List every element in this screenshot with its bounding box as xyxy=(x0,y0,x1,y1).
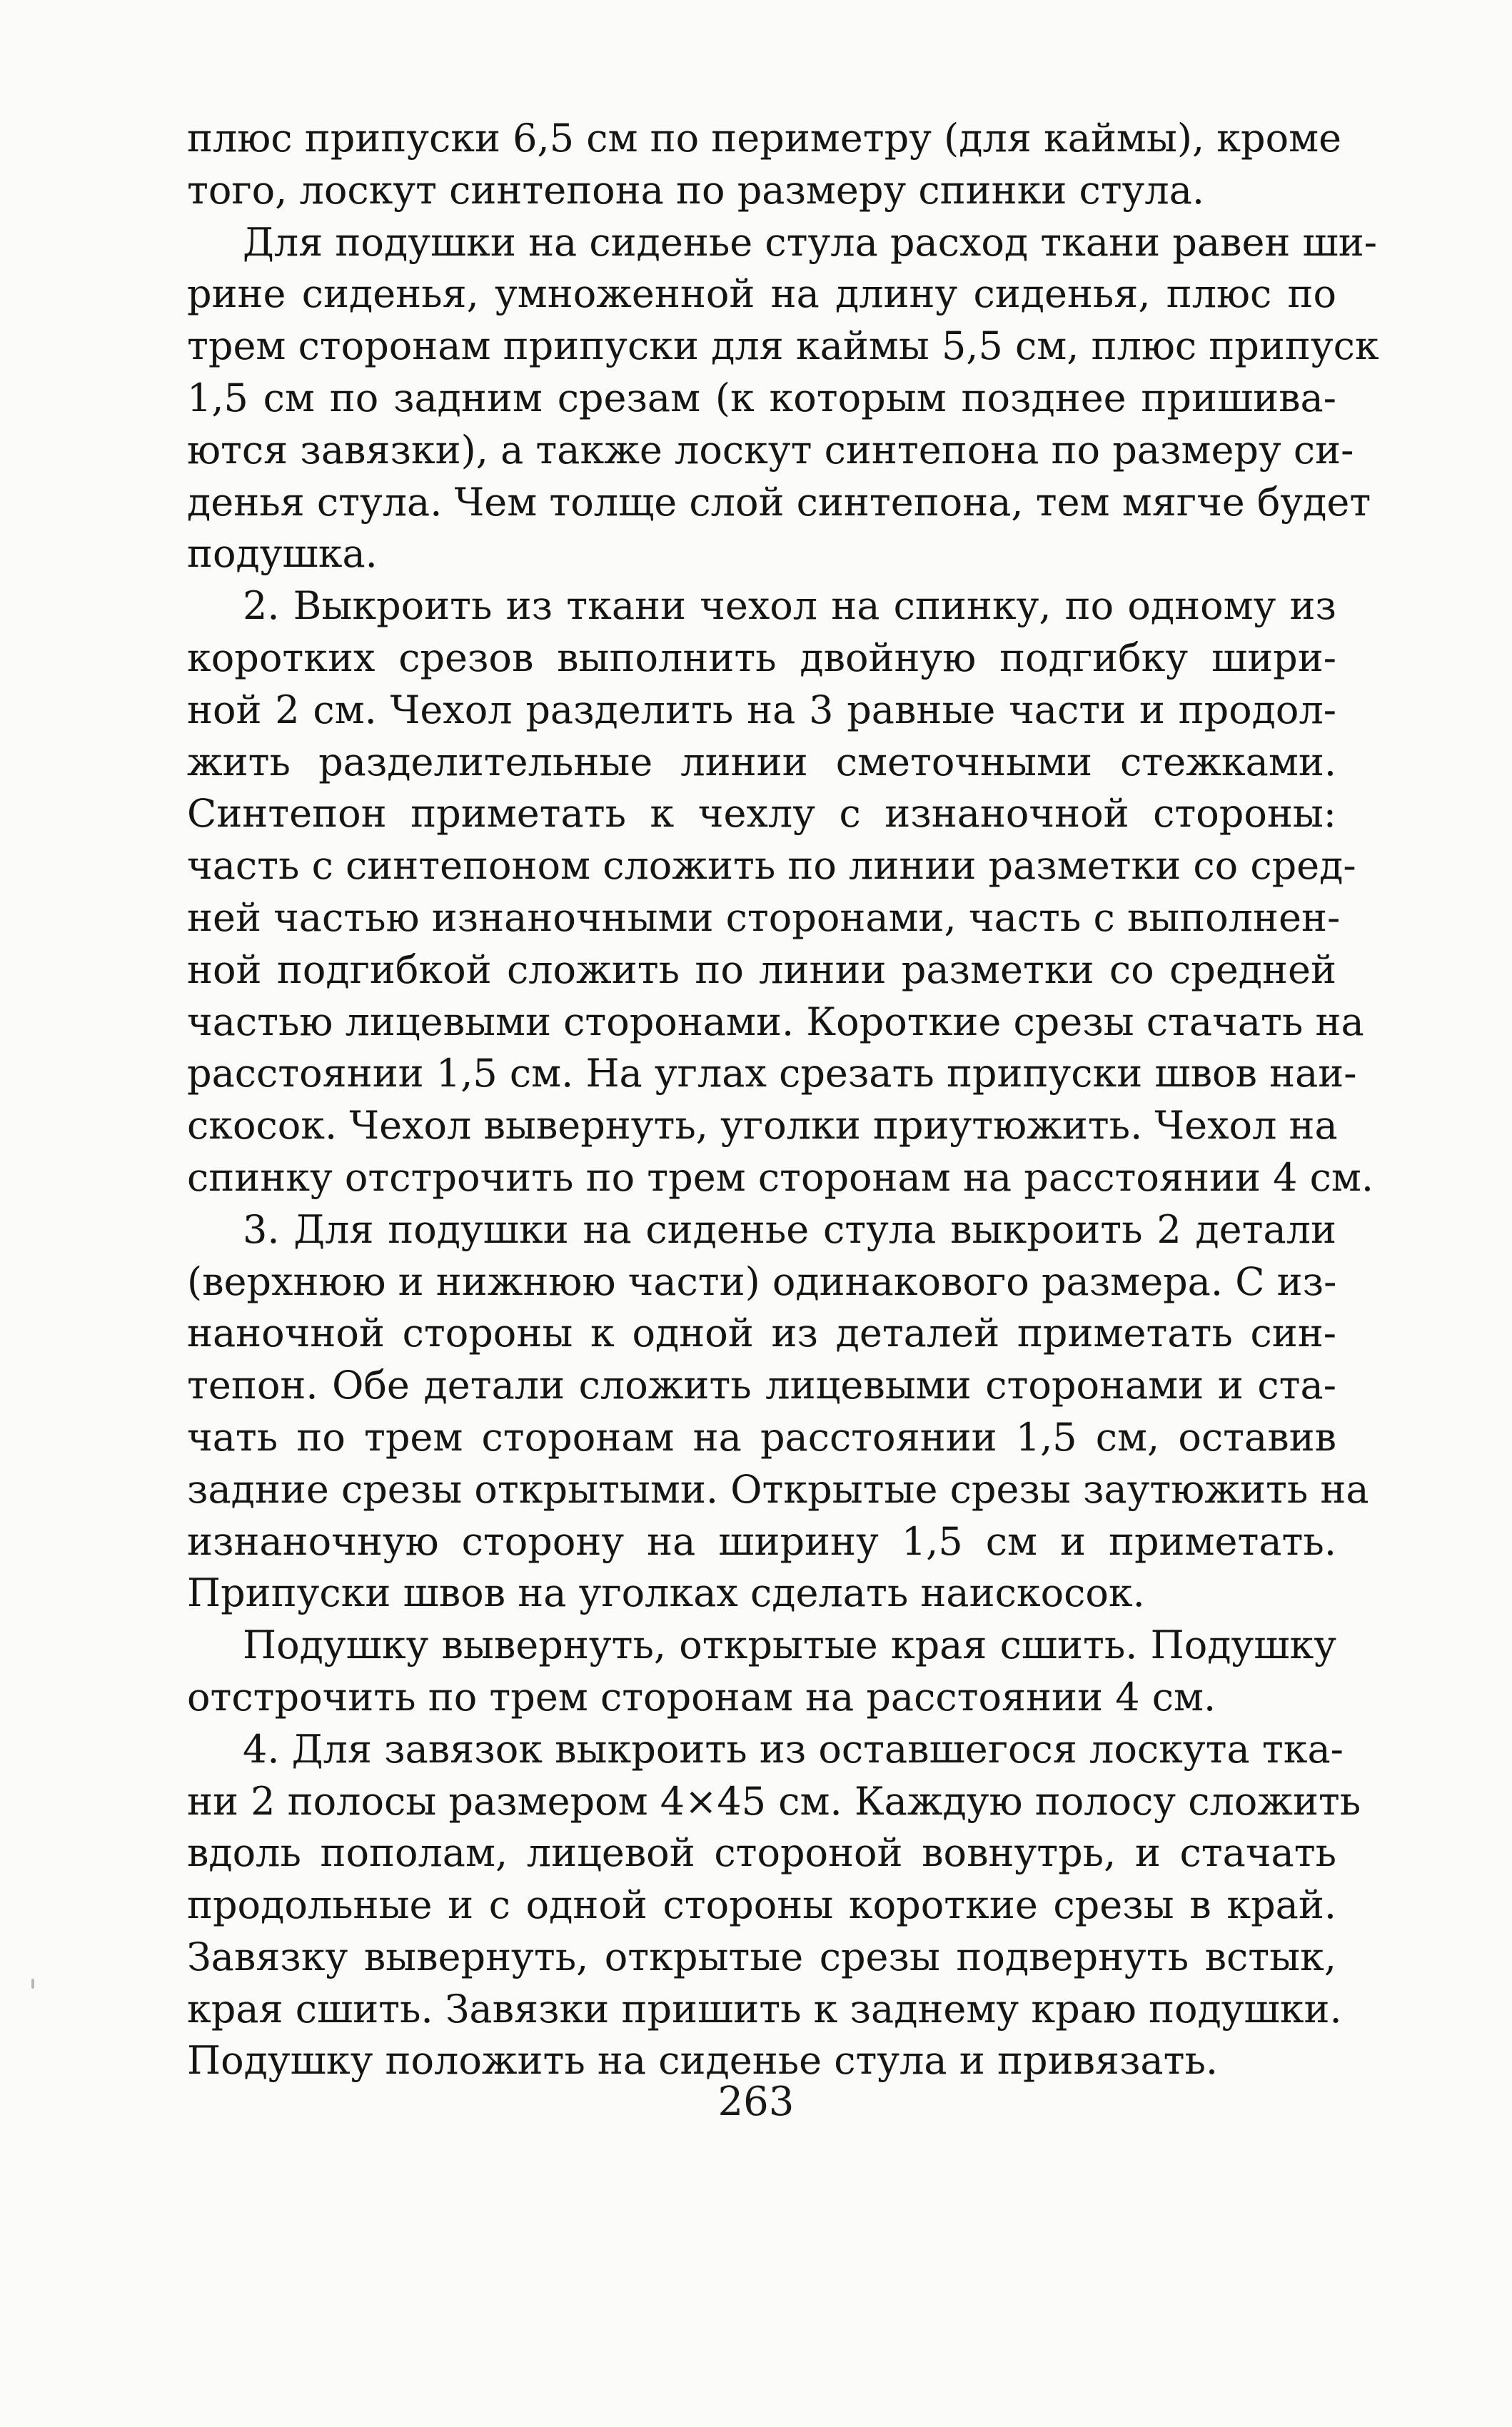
text-line: края сшить. Завязки пришить к заднему краю подушки. xyxy=(187,1986,1342,2032)
text-line: Подушку вывернуть, открытые края сшить. Подушку xyxy=(243,1623,1336,1668)
text-line: подушка. xyxy=(187,531,378,577)
text-line: Завязку вывернуть, открытые срезы подвернуть встык, xyxy=(187,1934,1336,1979)
text-line: частью лицевыми сторонами. Короткие срезы стачать на xyxy=(187,999,1364,1044)
text-line: отстрочить по трем сторонам на расстоянии 4 см. xyxy=(187,1674,1216,1720)
text-line: задние срезы открытыми. Открытые срезы заутюжить на xyxy=(187,1466,1369,1512)
text-line: 3. Для подушки на сиденье стула выкроить 2 детали xyxy=(243,1206,1336,1252)
text-line: изнаночную сторону на ширину 1,5 см и приметать. xyxy=(187,1518,1336,1564)
text-line: плюс припуски 6,5 см по периметру (для каймы), кроме xyxy=(187,116,1342,161)
text-line: тепон. Обе детали сложить лицевыми сторонами и ста- xyxy=(187,1363,1336,1408)
text-line: Подушку положить на сиденье стула и привязать. xyxy=(187,2038,1219,2084)
text-line: жить разделительные линии сметочными стежками. xyxy=(187,739,1336,784)
text-line: расстоянии 1,5 см. На углах срезать припуски швов наи- xyxy=(187,1051,1357,1096)
text-line: ней частью изнаночными сторонами, часть с выполнен- xyxy=(187,894,1341,940)
page-number: 263 xyxy=(717,2079,795,2125)
text-line: коротких срезов выполнить двойную подгибку шири- xyxy=(187,635,1336,680)
text-line: продольные и с одной стороны короткие срезы в край. xyxy=(187,1882,1336,1928)
text-line: того, лоскут синтепона по размеру спинки стула. xyxy=(187,167,1205,213)
text-line: часть с синтепоном сложить по линии разметки со сред- xyxy=(187,843,1356,889)
text-line: денья стула. Чем толще слой синтепона, тем мягче будет xyxy=(187,479,1371,525)
text-line: Синтепон приметать к чехлу с изнаночной стороны: xyxy=(187,791,1336,837)
text-line: вдоль пополам, лицевой стороной вовнутрь, и стачать xyxy=(187,1830,1336,1876)
text-line: ни 2 полосы размером 4×45 см. Каждую полосу сложить xyxy=(187,1778,1361,1824)
text-line: наночной стороны к одной из деталей приметать син- xyxy=(187,1311,1336,1356)
text-line: 1,5 см по задним срезам (к которым позднее пришива- xyxy=(187,375,1336,420)
body-text xyxy=(187,113,1379,2087)
text-line: трем сторонам припуски для каймы 5,5 см, плюс припуск xyxy=(187,323,1379,369)
text-line: чать по трем сторонам на расстоянии 1,5 см, оставив xyxy=(187,1414,1336,1460)
text-line: Припуски швов на уголках сделать наискосок. xyxy=(187,1570,1145,1616)
text-line: рине сиденья, умноженной на длину сиденья, плюс по xyxy=(187,271,1336,317)
text-line: Для подушки на сиденье стула расход ткани равен ши- xyxy=(243,219,1377,265)
text-line: ются завязки), а также лоскут синтепона по размеру си- xyxy=(187,427,1354,473)
text-line: спинку отстрочить по трем сторонам на расстоянии 4 см. xyxy=(187,1154,1374,1200)
text-line: 2. Выкроить из ткани чехол на спинку, по одному из xyxy=(243,583,1336,629)
text-line: ной 2 см. Чехол разделить на 3 равные части и продол- xyxy=(187,687,1336,732)
text-line: 4. Для завязок выкроить из оставшегося лоскута тка- xyxy=(243,1726,1344,1772)
text-line: ной подгибкой сложить по линии разметки со средней xyxy=(187,947,1336,992)
text-line: скосок. Чехол вывернуть, уголки приутюжить. Чехол на xyxy=(187,1103,1338,1149)
scan-speck xyxy=(31,1979,34,1989)
text-line: (верхнюю и нижнюю части) одинакового размера. С из- xyxy=(187,1258,1337,1304)
